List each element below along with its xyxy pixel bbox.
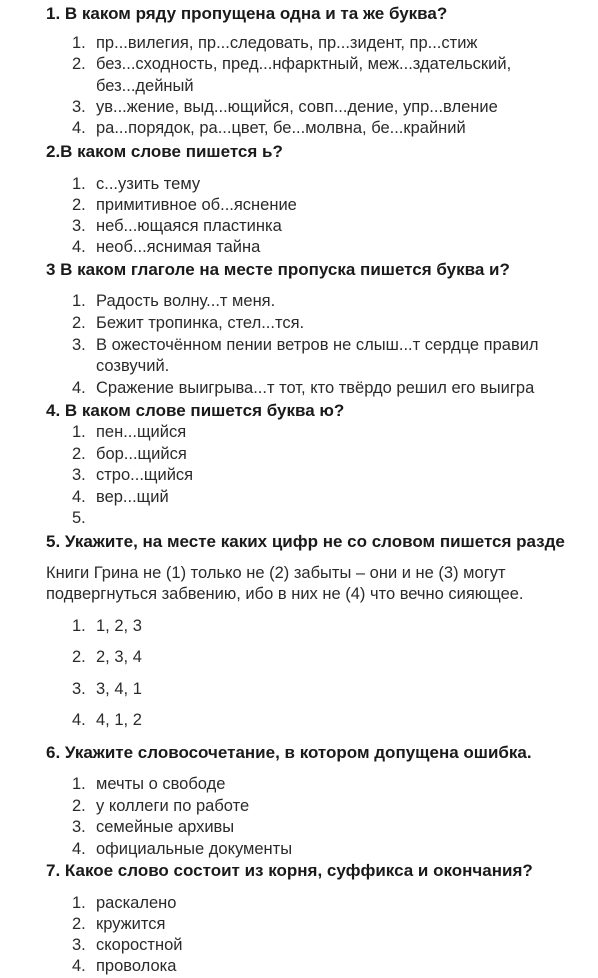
answer-option: 2. бор...щийся: [72, 445, 187, 463]
answer-option: 5.: [72, 509, 86, 527]
answer-option: 4. ра...порядок, ра...цвет, бе...молвна, бе...крайний: [72, 119, 466, 137]
answer-option: 1. раскалено: [72, 894, 177, 912]
answer-option: 2. Бежит тропинка, стел...тся.: [72, 314, 305, 332]
answer-option-continuation: созвучий.: [96, 357, 170, 375]
question-title: 3 В каком глаголе на месте пропуска пишется буква и?: [46, 260, 510, 279]
question-title: 6. Укажите словосочетание, в котором допущена ошибка.: [46, 743, 532, 762]
answer-option: 1. Радость волну...т меня.: [72, 292, 276, 310]
answer-option: 4. проволока: [72, 957, 177, 975]
question-title: 5. Укажите, на месте каких цифр не со словом пишется разде: [46, 532, 565, 551]
answer-option: 3. стро...щийся: [72, 466, 194, 484]
question-title: 1. В каком ряду пропущена одна и та же буква?: [46, 4, 448, 23]
answer-option: 1. с...узить тему: [72, 175, 201, 193]
answer-option: 2. у коллеги по работе: [72, 797, 250, 815]
answer-option: 4. необ...яснимая тайна: [72, 238, 261, 256]
answer-option: 3. В ожесточённом пении ветров не слыш...т сердце правил: [72, 336, 539, 354]
answer-option: 1. 1, 2, 3: [72, 617, 142, 635]
answer-option-continuation: без...дейный: [96, 77, 194, 95]
answer-option: 3. скоростной: [72, 936, 183, 954]
answer-option: 2. без...сходность, пред...нфарктный, меж...здательский,: [72, 55, 512, 73]
answer-option: 3. семейные архивы: [72, 818, 235, 836]
answer-option: 1. пен...щийся: [72, 423, 187, 441]
question-title: 4. В каком слове пишется буква ю?: [46, 401, 345, 420]
answer-option: 4. 4, 1, 2: [72, 711, 142, 729]
answer-option: 4. вер...щий: [72, 488, 169, 506]
answer-option: 4. Сражение выигрыва...т тот, кто твёрдо решил его выигра: [72, 379, 535, 397]
question-text-line: Книги Грина не (1) только не (2) забыты – они и не (3) могут: [46, 564, 506, 582]
answer-option: 2. 2, 3, 4: [72, 648, 142, 666]
question-title: 7. Какое слово состоит из корня, суффикса и окончания?: [46, 861, 533, 880]
question-title: 2.В каком слове пишется ь?: [46, 142, 283, 161]
answer-option: 1. мечты о свободе: [72, 775, 226, 793]
question-text-line: подвергнуться забвению, ибо в них не (4) что вечно сияющее.: [46, 585, 524, 603]
answer-option: 2. кружится: [72, 915, 166, 933]
answer-option: 4. официальные документы: [72, 840, 293, 858]
answer-option: 3. неб...ющаяся пластинка: [72, 217, 282, 235]
answer-option: 3. 3, 4, 1: [72, 680, 142, 698]
answer-option: 2. примитивное об...яснение: [72, 196, 297, 214]
answer-option: 3. ув...жение, выд...ющийся, совп...дение, упр...вление: [72, 98, 498, 116]
answer-option: 1. пр...вилегия, пр...следовать, пр...зидент, пр...стиж: [72, 34, 478, 52]
